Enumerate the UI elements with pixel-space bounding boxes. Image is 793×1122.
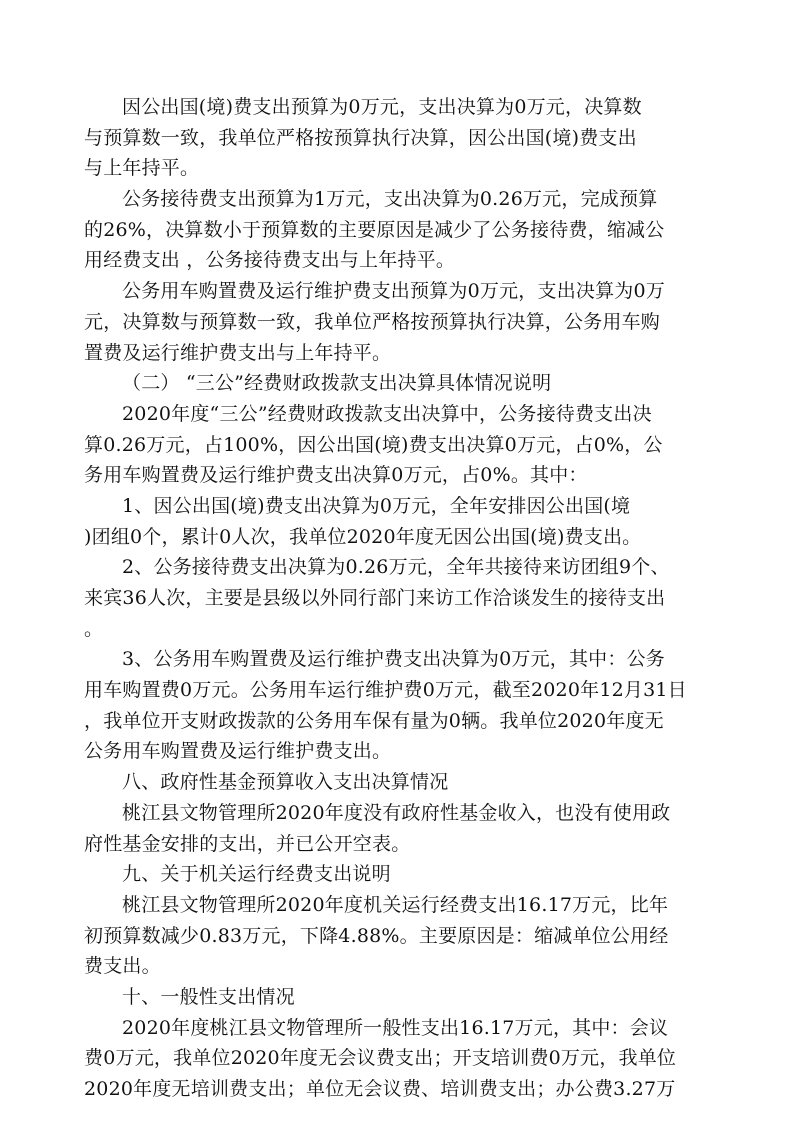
- text-line: 因公出国(境)费支出预算为0万元，支出决算为0万元，决算数: [122, 96, 642, 118]
- text-line: 用经费支出 ，公务接待费支出与上年持平。: [84, 249, 456, 272]
- document-body: [84, 92, 714, 1105]
- text-line: 与上年持平。: [84, 157, 200, 180]
- text-line: 务用车购置费及运行维护费支出决算0万元，占0%。其中：: [84, 464, 588, 487]
- text-line: 2020年度无培训费支出；单位无会议费、培训费支出；办公费3.27万: [84, 1078, 676, 1100]
- text-line: ，我单位开支财政拨款的公务用车保有量为0辆。我单位2020年度无: [84, 709, 664, 732]
- text-line: 九、关于机关运行经费支出说明: [122, 863, 391, 886]
- text-line: 桃江县文物管理所2020年度机关运行经费支出16.17万元，比年: [122, 893, 669, 916]
- text-line: 的26%，决算数小于预算数的主要原因是减少了公务接待费，缩减公: [84, 218, 665, 241]
- text-line: 置费及运行维护费支出与上年持平。: [84, 341, 392, 364]
- text-line: 十、一般性支出情况: [122, 985, 295, 1008]
- text-line: 用车购置费0万元。公务用车运行维护费0万元，截至2020年12月31日: [84, 679, 687, 702]
- text-line: 。: [84, 617, 104, 640]
- text-line: （二） “三公”经费财政拨款支出决算具体情况说明: [122, 372, 552, 395]
- text-line: 与预算数一致，我单位严格按预算执行决算，因公出国(境)费支出: [84, 126, 637, 149]
- text-line: )团组0个，累计0人次，我单位2020年度无因公出国(境)费支出。: [84, 525, 642, 548]
- text-line: 2020年度“三公”经费财政拨款支出决算中，公务接待费支出决: [122, 402, 652, 425]
- text-line: 算0.26万元，占100%，因公出国(境)费支出决算0万元，占0%，公: [84, 433, 663, 456]
- text-line: 3、公务用车购置费及运行维护费支出决算为0万元，其中：公务: [122, 648, 665, 671]
- text-line: 府性基金安排的支出，并已公开空表。: [84, 832, 411, 855]
- text-line: 1、因公出国(境)费支出决算为0万元，全年安排因公出国(境: [122, 494, 631, 517]
- text-line: 2、公务接待费支出决算为0.26万元，全年共接待来访团组9个、: [122, 556, 670, 579]
- text-line: 桃江县文物管理所2020年度没有政府性基金收入，也没有使用政: [122, 801, 671, 824]
- text-line: 费0万元，我单位2020年度无会议费支出；开支培训费0万元，我单位: [84, 1047, 677, 1070]
- text-line: 公务用车购置费及运行维护费支出预算为0万元，支出决算为0万: [122, 280, 665, 303]
- text-line: 公务接待费支出预算为1万元，支出决算为0.26万元，完成预算: [122, 188, 658, 211]
- text-line: 2020年度桃江县文物管理所一般性支出16.17万元，其中：会议: [122, 1016, 669, 1039]
- text-line: 公务用车购置费及运行维护费支出。: [84, 740, 392, 763]
- text-line: 元，决算数与预算数一致，我单位严格按预算执行决算，公务用车购: [84, 310, 661, 333]
- text-line: 初预算数减少0.83万元，下降4.88%。主要原因是：缩减单位公用经: [84, 924, 669, 947]
- text-line: 来宾36人次，主要是县级以外同行部门来访工作洽谈发生的接待支出: [84, 587, 666, 609]
- text-line: 费支出。: [84, 955, 161, 978]
- text-line: 八、政府性基金预算收入支出决算情况: [122, 771, 449, 794]
